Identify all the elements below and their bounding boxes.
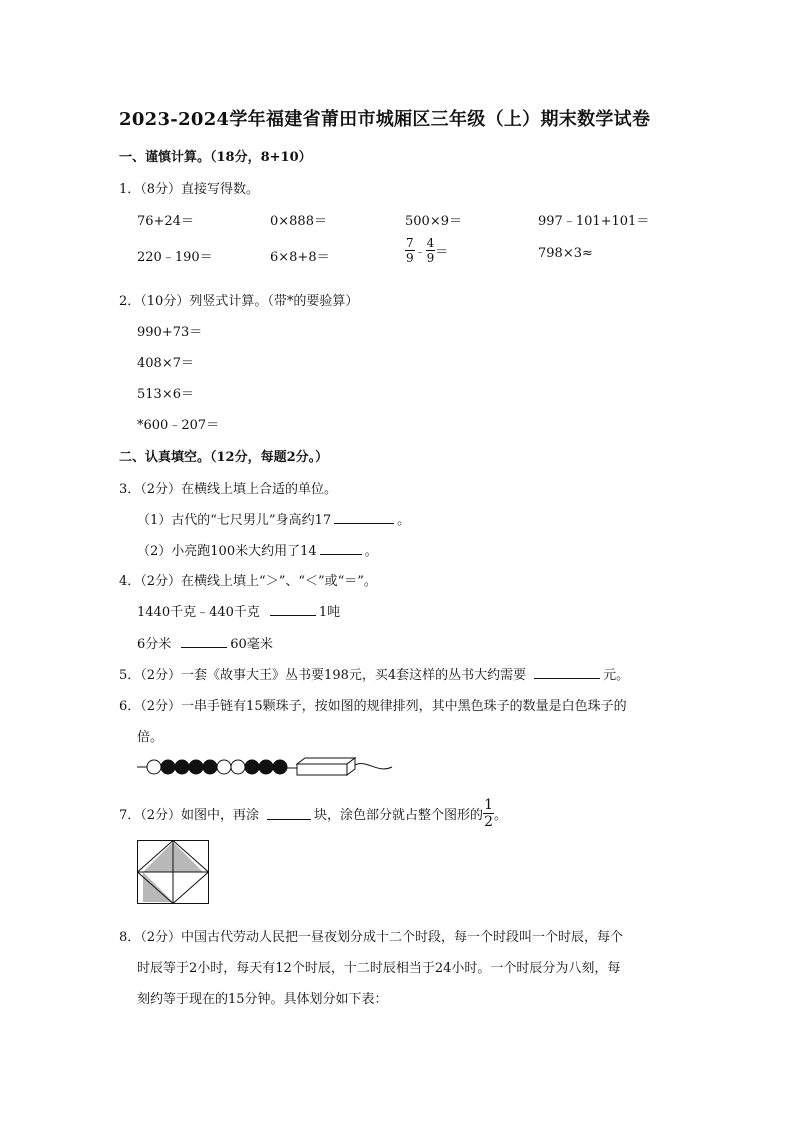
equals-sign: ＝ <box>435 245 449 260</box>
white-bead <box>217 760 231 774</box>
section-heading: 一、谨慎计算。（18分，8+10） <box>119 150 312 165</box>
fraction: $\frac{1}{2}$ <box>484 797 493 830</box>
question-stem: 1．（8分）直接写得数。 <box>119 182 260 197</box>
calc-item: 990+73＝ <box>137 325 203 340</box>
fraction: $\frac{7}{9}$ <box>406 236 414 265</box>
bead-bracelet-figure <box>137 752 397 782</box>
black-bead <box>189 760 203 774</box>
answer-blank[interactable] <box>267 808 311 820</box>
question-text: 倍。 <box>137 730 164 745</box>
question-stem: 3．（2分）在横线上填上合适的单位。 <box>119 482 338 497</box>
question-text: 8．（2分）中国古代劳动人民把一昼夜划分成十二个时段，每一个时段叫一个时辰，每个 <box>119 930 624 945</box>
black-bead <box>203 760 217 774</box>
fill-line: 6分米 60毫米 <box>137 637 273 652</box>
fraction: $\frac{4}{9}$ <box>426 236 435 265</box>
white-bead <box>231 760 245 774</box>
fraction-calc-item <box>405 237 448 264</box>
question-text: 刻约等于现在的15分钟。具体划分如下表： <box>137 992 388 1007</box>
answer-blank[interactable] <box>534 667 600 679</box>
calc-item: 513×6＝ <box>137 387 194 402</box>
question-text: 6．（2分）一串手链有15颗珠子，按如图的规律排列，其中黑色珠子的数量是白色珠子的 <box>119 699 627 714</box>
calc-item: 220﹣190＝ <box>137 250 213 265</box>
answer-blank[interactable] <box>181 636 227 648</box>
black-bead <box>161 760 175 774</box>
answer-blank[interactable] <box>320 543 362 555</box>
fill-line: （1）古代的“七尺男儿”身高约17 。 <box>137 513 411 528</box>
fill-line: （2）小亮跑100米大约用了14 。 <box>137 544 378 559</box>
calc-item: 76+24＝ <box>137 214 194 229</box>
calc-item: *600﹣207＝ <box>137 418 220 433</box>
question-stem: 4．（2分）在横线上填上“＞”、“＜”或“＝”。 <box>119 574 377 589</box>
answer-blank[interactable] <box>270 604 316 616</box>
fill-line: 1440千克﹣440千克 1吨 <box>137 605 341 620</box>
calc-item: 6×8+8＝ <box>270 250 330 265</box>
section-heading: 二、认真填空。（12分，每题2分。） <box>119 450 329 465</box>
black-bead <box>245 760 259 774</box>
calc-item: 997﹣101+101＝ <box>538 214 650 229</box>
question-stem: 2．（10分）列竖式计算。（带*的要验算） <box>119 294 359 309</box>
minus-sign: ﹣ <box>414 244 426 258</box>
fill-line: 7．（2分）如图中，再涂 块，涂色部分就占整个图形的 $\frac{1}{2}$ 。 <box>119 797 507 830</box>
black-bead <box>259 760 273 774</box>
answer-blank[interactable] <box>334 512 394 524</box>
calc-item: 500×9＝ <box>405 214 462 229</box>
black-bead <box>175 760 189 774</box>
calc-item: 798×3≈ <box>538 246 593 261</box>
calc-item: 0×888＝ <box>270 214 327 229</box>
square-shading-figure <box>137 840 209 904</box>
black-bead <box>273 760 287 774</box>
white-bead <box>147 760 161 774</box>
question-text: 时辰等于2小时，每天有12个时辰，十二时辰相当于24小时。一个时辰分为八刻，每 <box>137 961 621 976</box>
page-title: 2023-2024学年福建省莆田市城厢区三年级（上）期末数学试卷 <box>119 109 651 130</box>
fill-line: 5．（2分）一套《故事大王》丛书要198元，买4套这样的丛书大约需要 元。 <box>119 668 630 683</box>
calc-item: 408×7＝ <box>137 356 194 371</box>
